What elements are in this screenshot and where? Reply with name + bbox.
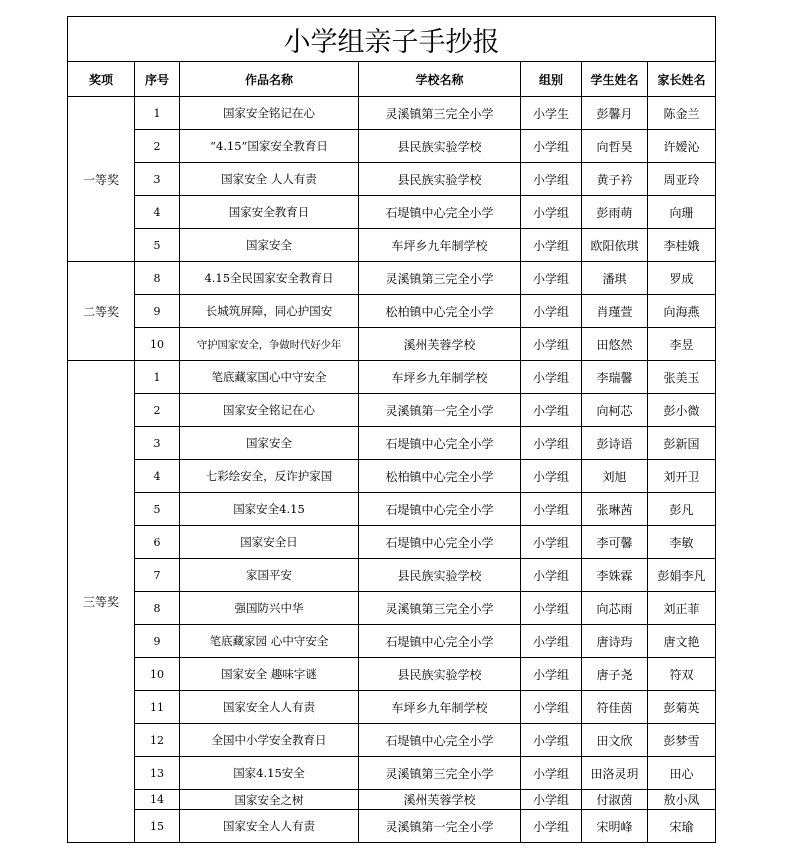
group-name: 小学组 bbox=[521, 196, 582, 229]
header-work: 作品名称 bbox=[180, 62, 359, 97]
row-number: 10 bbox=[135, 328, 180, 361]
row-number: 5 bbox=[135, 229, 180, 262]
group-name: 小学组 bbox=[521, 460, 582, 493]
group-name: 小学组 bbox=[521, 427, 582, 460]
header-parent: 家长姓名 bbox=[648, 62, 716, 97]
student-name: 张琳茜 bbox=[582, 493, 648, 526]
group-name: 小学组 bbox=[521, 262, 582, 295]
row-number: 10 bbox=[135, 658, 180, 691]
school-name: 车坪乡九年制学校 bbox=[359, 691, 521, 724]
school-name: 县民族实验学校 bbox=[359, 163, 521, 196]
row-number: 1 bbox=[135, 361, 180, 394]
group-name: 小学组 bbox=[521, 559, 582, 592]
table-row bbox=[68, 229, 716, 262]
school-name: 石堤镇中心完全小学 bbox=[359, 493, 521, 526]
student-name: 黄子衿 bbox=[582, 163, 648, 196]
work-title: 国家安全之树 bbox=[180, 790, 359, 810]
row-number: 4 bbox=[135, 460, 180, 493]
row-number: 8 bbox=[135, 592, 180, 625]
school-name: 灵溪镇第三完全小学 bbox=[359, 757, 521, 790]
work-title: 国家安全日 bbox=[180, 526, 359, 559]
school-name: 石堤镇中心完全小学 bbox=[359, 526, 521, 559]
award-table bbox=[67, 16, 716, 843]
table-row bbox=[68, 691, 716, 724]
prize-level: 二等奖 bbox=[68, 262, 135, 361]
work-title: 强国防兴中华 bbox=[180, 592, 359, 625]
school-name: 灵溪镇第三完全小学 bbox=[359, 262, 521, 295]
header-row bbox=[68, 62, 716, 97]
table-row bbox=[68, 658, 716, 691]
student-name: 潘琪 bbox=[582, 262, 648, 295]
student-name: 向芯雨 bbox=[582, 592, 648, 625]
school-name: 县民族实验学校 bbox=[359, 130, 521, 163]
parent-name: 周亚玲 bbox=[648, 163, 716, 196]
school-name: 灵溪镇第一完全小学 bbox=[359, 394, 521, 427]
row-number: 12 bbox=[135, 724, 180, 757]
work-title: 国家安全人人有责 bbox=[180, 691, 359, 724]
student-name: 唐子尧 bbox=[582, 658, 648, 691]
school-name: 县民族实验学校 bbox=[359, 658, 521, 691]
school-name: 松柏镇中心完全小学 bbox=[359, 295, 521, 328]
row-number: 13 bbox=[135, 757, 180, 790]
work-title: 国家4.15安全 bbox=[180, 757, 359, 790]
group-name: 小学组 bbox=[521, 361, 582, 394]
group-name: 小学组 bbox=[521, 295, 582, 328]
table-row bbox=[68, 592, 716, 625]
row-number: 1 bbox=[135, 97, 180, 130]
student-name: 向哲昊 bbox=[582, 130, 648, 163]
table-row bbox=[68, 559, 716, 592]
student-name: 李姝霖 bbox=[582, 559, 648, 592]
work-title: 国家安全 bbox=[180, 427, 359, 460]
parent-name: 田心 bbox=[648, 757, 716, 790]
work-title: 国家安全人人有责 bbox=[180, 810, 359, 843]
row-number: 6 bbox=[135, 526, 180, 559]
school-name: 石堤镇中心完全小学 bbox=[359, 196, 521, 229]
parent-name: 彭小微 bbox=[648, 394, 716, 427]
group-name: 小学组 bbox=[521, 130, 582, 163]
prize-level: 三等奖 bbox=[68, 361, 135, 843]
parent-name: 彭娟李凡 bbox=[648, 559, 716, 592]
header-school: 学校名称 bbox=[359, 62, 521, 97]
parent-name: 彭凡 bbox=[648, 493, 716, 526]
group-name: 小学组 bbox=[521, 757, 582, 790]
group-name: 小学组 bbox=[521, 526, 582, 559]
parent-name: 刘开卫 bbox=[648, 460, 716, 493]
table-row bbox=[68, 493, 716, 526]
group-name: 小学组 bbox=[521, 163, 582, 196]
row-number: 3 bbox=[135, 427, 180, 460]
page-title: 小学组亲子手抄报 bbox=[68, 17, 716, 62]
school-name: 灵溪镇第三完全小学 bbox=[359, 592, 521, 625]
work-title: “4.15”国家安全教育日 bbox=[180, 130, 359, 163]
parent-name: 李昱 bbox=[648, 328, 716, 361]
student-name: 李瑞馨 bbox=[582, 361, 648, 394]
table-row bbox=[68, 328, 716, 361]
row-number: 15 bbox=[135, 810, 180, 843]
student-name: 唐诗玙 bbox=[582, 625, 648, 658]
table-row bbox=[68, 810, 716, 843]
group-name: 小学组 bbox=[521, 229, 582, 262]
school-name: 灵溪镇第一完全小学 bbox=[359, 810, 521, 843]
student-name: 符佳茵 bbox=[582, 691, 648, 724]
table-row bbox=[68, 427, 716, 460]
table-row bbox=[68, 97, 716, 130]
parent-name: 李桂娥 bbox=[648, 229, 716, 262]
prize-level: 一等奖 bbox=[68, 97, 135, 262]
student-name: 付淑茵 bbox=[582, 790, 648, 810]
row-number: 3 bbox=[135, 163, 180, 196]
group-name: 小学组 bbox=[521, 592, 582, 625]
school-name: 县民族实验学校 bbox=[359, 559, 521, 592]
group-name: 小学生 bbox=[521, 97, 582, 130]
parent-name: 彭梦雪 bbox=[648, 724, 716, 757]
school-name: 车坪乡九年制学校 bbox=[359, 361, 521, 394]
group-name: 小学组 bbox=[521, 493, 582, 526]
work-title: 守护国家安全，争做时代好少年 bbox=[180, 328, 359, 361]
group-name: 小学组 bbox=[521, 328, 582, 361]
student-name: 欧阳依琪 bbox=[582, 229, 648, 262]
school-name: 车坪乡九年制学校 bbox=[359, 229, 521, 262]
school-name: 石堤镇中心完全小学 bbox=[359, 625, 521, 658]
row-number: 14 bbox=[135, 790, 180, 810]
table-row bbox=[68, 526, 716, 559]
work-title: 长城筑屏障，同心护国安 bbox=[180, 295, 359, 328]
header-number: 序号 bbox=[135, 62, 180, 97]
school-name: 溪州芙蓉学校 bbox=[359, 790, 521, 810]
group-name: 小学组 bbox=[521, 724, 582, 757]
student-name: 向柯芯 bbox=[582, 394, 648, 427]
student-name: 彭雨萌 bbox=[582, 196, 648, 229]
table-row bbox=[68, 394, 716, 427]
parent-name: 彭新国 bbox=[648, 427, 716, 460]
student-name: 田悠然 bbox=[582, 328, 648, 361]
header-prize: 奖项 bbox=[68, 62, 135, 97]
work-title: 国家安全 趣味字谜 bbox=[180, 658, 359, 691]
work-title: 国家安全铭记在心 bbox=[180, 97, 359, 130]
work-title: 全国中小学安全教育日 bbox=[180, 724, 359, 757]
parent-name: 彭菊英 bbox=[648, 691, 716, 724]
table-row bbox=[68, 196, 716, 229]
work-title: 笔底藏家国心中守安全 bbox=[180, 361, 359, 394]
table-row bbox=[68, 460, 716, 493]
parent-name: 向珊 bbox=[648, 196, 716, 229]
row-number: 2 bbox=[135, 130, 180, 163]
group-name: 小学组 bbox=[521, 658, 582, 691]
row-number: 7 bbox=[135, 559, 180, 592]
table-body bbox=[68, 97, 716, 843]
header-student: 学生姓名 bbox=[582, 62, 648, 97]
student-name: 刘旭 bbox=[582, 460, 648, 493]
parent-name: 李敏 bbox=[648, 526, 716, 559]
parent-name: 唐文艳 bbox=[648, 625, 716, 658]
school-name: 灵溪镇第三完全小学 bbox=[359, 97, 521, 130]
group-name: 小学组 bbox=[521, 691, 582, 724]
parent-name: 敖小凤 bbox=[648, 790, 716, 810]
table-row bbox=[68, 790, 716, 810]
parent-name: 符双 bbox=[648, 658, 716, 691]
group-name: 小学组 bbox=[521, 790, 582, 810]
student-name: 宋明峰 bbox=[582, 810, 648, 843]
work-title: 国家安全教育日 bbox=[180, 196, 359, 229]
parent-name: 许嫒沁 bbox=[648, 130, 716, 163]
row-number: 2 bbox=[135, 394, 180, 427]
school-name: 石堤镇中心完全小学 bbox=[359, 724, 521, 757]
parent-name: 罗成 bbox=[648, 262, 716, 295]
group-name: 小学组 bbox=[521, 625, 582, 658]
parent-name: 向海燕 bbox=[648, 295, 716, 328]
work-title: 家国平安 bbox=[180, 559, 359, 592]
table-row bbox=[68, 262, 716, 295]
parent-name: 张美玉 bbox=[648, 361, 716, 394]
row-number: 11 bbox=[135, 691, 180, 724]
row-number: 9 bbox=[135, 625, 180, 658]
table-row bbox=[68, 295, 716, 328]
title-row bbox=[68, 17, 716, 62]
student-name: 田文欣 bbox=[582, 724, 648, 757]
student-name: 肖瑾萱 bbox=[582, 295, 648, 328]
student-name: 彭诗语 bbox=[582, 427, 648, 460]
table-row bbox=[68, 361, 716, 394]
table-row bbox=[68, 724, 716, 757]
work-title: 七彩绘安全，反诈护家国 bbox=[180, 460, 359, 493]
student-name: 田洛灵玥 bbox=[582, 757, 648, 790]
parent-name: 宋瑜 bbox=[648, 810, 716, 843]
table-row bbox=[68, 625, 716, 658]
school-name: 溪州芙蓉学校 bbox=[359, 328, 521, 361]
work-title: 国家安全 bbox=[180, 229, 359, 262]
parent-name: 刘正菲 bbox=[648, 592, 716, 625]
work-title: 国家安全 人人有责 bbox=[180, 163, 359, 196]
work-title: 国家安全铭记在心 bbox=[180, 394, 359, 427]
parent-name: 陈金兰 bbox=[648, 97, 716, 130]
work-title: 国家安全4.15 bbox=[180, 493, 359, 526]
group-name: 小学组 bbox=[521, 394, 582, 427]
row-number: 9 bbox=[135, 295, 180, 328]
school-name: 松柏镇中心完全小学 bbox=[359, 460, 521, 493]
table-row bbox=[68, 130, 716, 163]
group-name: 小学组 bbox=[521, 810, 582, 843]
work-title: 笔底藏家园 心中守安全 bbox=[180, 625, 359, 658]
student-name: 彭馨月 bbox=[582, 97, 648, 130]
work-title: 4.15全民国家安全教育日 bbox=[180, 262, 359, 295]
table-row bbox=[68, 163, 716, 196]
table-row bbox=[68, 757, 716, 790]
row-number: 8 bbox=[135, 262, 180, 295]
header-group: 组别 bbox=[521, 62, 582, 97]
row-number: 4 bbox=[135, 196, 180, 229]
student-name: 李可馨 bbox=[582, 526, 648, 559]
row-number: 5 bbox=[135, 493, 180, 526]
school-name: 石堤镇中心完全小学 bbox=[359, 427, 521, 460]
